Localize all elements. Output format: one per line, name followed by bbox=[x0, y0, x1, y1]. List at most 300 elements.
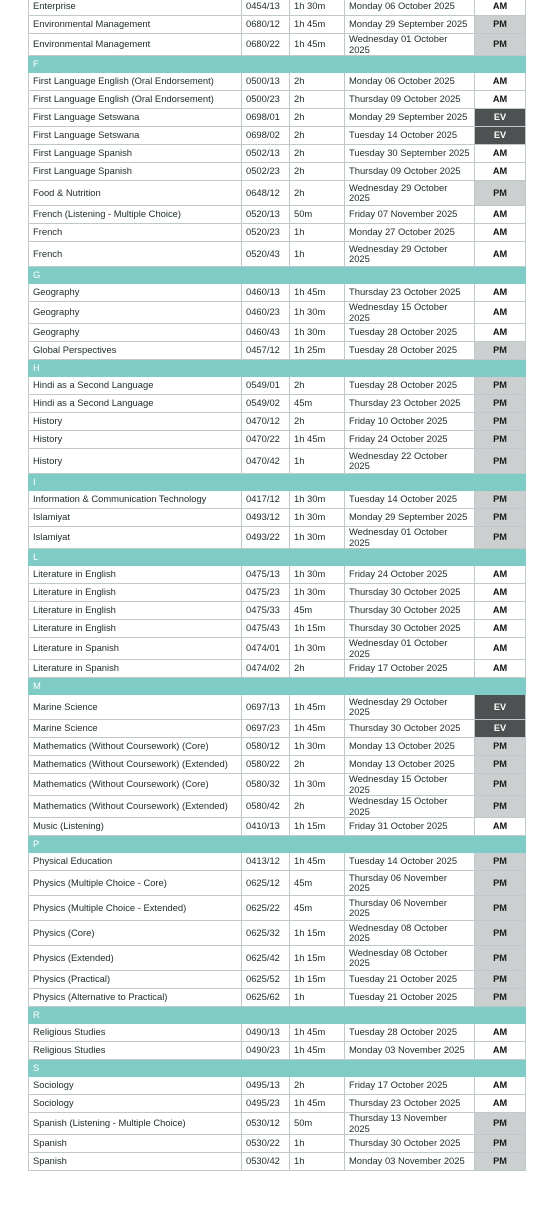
session-badge: PM bbox=[475, 342, 526, 360]
table-row bbox=[29, 1135, 526, 1153]
subject-cell: Hindi as a Second Language bbox=[29, 395, 242, 413]
table-row bbox=[29, 242, 526, 267]
duration-cell: 1h 15m bbox=[290, 818, 345, 836]
table-row bbox=[29, 971, 526, 989]
subject-cell: First Language English (Oral Endorsement) bbox=[29, 73, 242, 91]
exam-timetable-table bbox=[28, 0, 526, 1171]
session-badge: PM bbox=[475, 181, 526, 206]
session-badge: PM bbox=[475, 738, 526, 756]
duration-cell: 50m bbox=[290, 206, 345, 224]
section-letter-row bbox=[29, 836, 526, 853]
table-row bbox=[29, 16, 526, 34]
date-cell: Thursday 09 October 2025 bbox=[345, 163, 475, 181]
session-badge: PM bbox=[475, 16, 526, 34]
session-badge: PM bbox=[475, 395, 526, 413]
session-badge: AM bbox=[475, 224, 526, 242]
duration-cell: 2h bbox=[290, 377, 345, 395]
date-cell: Friday 24 October 2025 bbox=[345, 431, 475, 449]
code-cell: 0470/12 bbox=[242, 413, 290, 431]
subject-cell: Religious Studies bbox=[29, 1042, 242, 1060]
code-cell: 0490/23 bbox=[242, 1042, 290, 1060]
date-cell: Tuesday 14 October 2025 bbox=[345, 853, 475, 871]
table-row bbox=[29, 620, 526, 638]
duration-cell: 1h 30m bbox=[290, 638, 345, 660]
subject-cell: First Language Spanish bbox=[29, 145, 242, 163]
subject-cell: Marine Science bbox=[29, 695, 242, 720]
table-row bbox=[29, 413, 526, 431]
session-badge: AM bbox=[475, 1077, 526, 1095]
duration-cell: 1h 45m bbox=[290, 284, 345, 302]
duration-cell: 1h bbox=[290, 1135, 345, 1153]
subject-cell: Physics (Multiple Choice - Extended) bbox=[29, 896, 242, 921]
date-cell: Tuesday 28 October 2025 bbox=[345, 324, 475, 342]
table-row bbox=[29, 638, 526, 660]
date-cell: Wednesday 01 October 2025 bbox=[345, 638, 475, 660]
date-cell: Wednesday 08 October 2025 bbox=[345, 946, 475, 971]
code-cell: 0475/23 bbox=[242, 584, 290, 602]
session-badge: AM bbox=[475, 660, 526, 678]
session-badge: PM bbox=[475, 377, 526, 395]
table-row bbox=[29, 127, 526, 145]
duration-cell: 2h bbox=[290, 163, 345, 181]
session-badge: PM bbox=[475, 1113, 526, 1135]
duration-cell: 1h 15m bbox=[290, 921, 345, 946]
subject-cell: Spanish (Listening - Multiple Choice) bbox=[29, 1113, 242, 1135]
session-badge: PM bbox=[475, 989, 526, 1007]
date-cell: Thursday 09 October 2025 bbox=[345, 91, 475, 109]
subject-cell: First Language Setswana bbox=[29, 109, 242, 127]
session-badge: PM bbox=[475, 1135, 526, 1153]
session-badge: AM bbox=[475, 242, 526, 267]
table-row bbox=[29, 756, 526, 774]
duration-cell: 1h 15m bbox=[290, 620, 345, 638]
table-row bbox=[29, 989, 526, 1007]
date-cell: Thursday 23 October 2025 bbox=[345, 395, 475, 413]
table-row bbox=[29, 871, 526, 896]
section-letter: G bbox=[29, 267, 526, 284]
code-cell: 0493/12 bbox=[242, 509, 290, 527]
duration-cell: 2h bbox=[290, 796, 345, 818]
subject-cell: Geography bbox=[29, 284, 242, 302]
duration-cell: 1h 30m bbox=[290, 509, 345, 527]
table-row bbox=[29, 584, 526, 602]
date-cell: Monday 27 October 2025 bbox=[345, 224, 475, 242]
duration-cell: 1h 45m bbox=[290, 1095, 345, 1113]
session-badge: PM bbox=[475, 796, 526, 818]
date-cell: Tuesday 28 October 2025 bbox=[345, 342, 475, 360]
duration-cell: 2h bbox=[290, 413, 345, 431]
duration-cell: 2h bbox=[290, 181, 345, 206]
duration-cell: 1h 30m bbox=[290, 527, 345, 549]
date-cell: Thursday 23 October 2025 bbox=[345, 1095, 475, 1113]
code-cell: 0475/33 bbox=[242, 602, 290, 620]
code-cell: 0520/13 bbox=[242, 206, 290, 224]
section-letter-row bbox=[29, 1060, 526, 1077]
date-cell: Thursday 30 October 2025 bbox=[345, 602, 475, 620]
subject-cell: Sociology bbox=[29, 1095, 242, 1113]
date-cell: Friday 07 November 2025 bbox=[345, 206, 475, 224]
code-cell: 0549/02 bbox=[242, 395, 290, 413]
code-cell: 0697/13 bbox=[242, 695, 290, 720]
subject-cell: Geography bbox=[29, 302, 242, 324]
date-cell: Tuesday 14 October 2025 bbox=[345, 127, 475, 145]
date-cell: Thursday 23 October 2025 bbox=[345, 284, 475, 302]
section-letter-row bbox=[29, 549, 526, 566]
subject-cell: French (Listening - Multiple Choice) bbox=[29, 206, 242, 224]
duration-cell: 1h bbox=[290, 989, 345, 1007]
table-row bbox=[29, 284, 526, 302]
session-badge: PM bbox=[475, 756, 526, 774]
session-badge: PM bbox=[475, 527, 526, 549]
code-cell: 0470/22 bbox=[242, 431, 290, 449]
duration-cell: 1h 45m bbox=[290, 1024, 345, 1042]
date-cell: Thursday 06 November 2025 bbox=[345, 896, 475, 921]
code-cell: 0410/13 bbox=[242, 818, 290, 836]
date-cell: Wednesday 29 October 2025 bbox=[345, 181, 475, 206]
session-badge: AM bbox=[475, 1024, 526, 1042]
subject-cell: Environmental Management bbox=[29, 16, 242, 34]
code-cell: 0625/12 bbox=[242, 871, 290, 896]
table-row bbox=[29, 73, 526, 91]
subject-cell: History bbox=[29, 449, 242, 474]
code-cell: 0490/13 bbox=[242, 1024, 290, 1042]
date-cell: Friday 31 October 2025 bbox=[345, 818, 475, 836]
code-cell: 0698/02 bbox=[242, 127, 290, 145]
table-row bbox=[29, 395, 526, 413]
section-letter: S bbox=[29, 1060, 526, 1077]
session-badge: AM bbox=[475, 163, 526, 181]
session-badge: EV bbox=[475, 127, 526, 145]
table-row bbox=[29, 91, 526, 109]
duration-cell: 2h bbox=[290, 91, 345, 109]
date-cell: Tuesday 21 October 2025 bbox=[345, 971, 475, 989]
code-cell: 0580/32 bbox=[242, 774, 290, 796]
code-cell: 0520/23 bbox=[242, 224, 290, 242]
code-cell: 0680/12 bbox=[242, 16, 290, 34]
code-cell: 0460/43 bbox=[242, 324, 290, 342]
date-cell: Thursday 30 October 2025 bbox=[345, 584, 475, 602]
date-cell: Friday 24 October 2025 bbox=[345, 566, 475, 584]
code-cell: 0495/23 bbox=[242, 1095, 290, 1113]
table-row bbox=[29, 774, 526, 796]
session-badge: PM bbox=[475, 921, 526, 946]
code-cell: 0460/23 bbox=[242, 302, 290, 324]
date-cell: Monday 13 October 2025 bbox=[345, 738, 475, 756]
duration-cell: 1h 45m bbox=[290, 431, 345, 449]
session-badge: PM bbox=[475, 971, 526, 989]
code-cell: 0502/23 bbox=[242, 163, 290, 181]
section-letter-row bbox=[29, 1007, 526, 1024]
code-cell: 0475/13 bbox=[242, 566, 290, 584]
duration-cell: 1h 30m bbox=[290, 324, 345, 342]
date-cell: Wednesday 08 October 2025 bbox=[345, 921, 475, 946]
table-row bbox=[29, 853, 526, 871]
subject-cell: Mathematics (Without Coursework) (Extended) bbox=[29, 796, 242, 818]
code-cell: 0475/43 bbox=[242, 620, 290, 638]
subject-cell: Literature in Spanish bbox=[29, 660, 242, 678]
table-row bbox=[29, 109, 526, 127]
subject-cell: Global Perspectives bbox=[29, 342, 242, 360]
duration-cell: 45m bbox=[290, 896, 345, 921]
table-row bbox=[29, 1153, 526, 1171]
session-badge: PM bbox=[475, 1153, 526, 1171]
subject-cell: Spanish bbox=[29, 1135, 242, 1153]
table-row bbox=[29, 431, 526, 449]
duration-cell: 1h 45m bbox=[290, 695, 345, 720]
section-letter: L bbox=[29, 549, 526, 566]
table-row bbox=[29, 602, 526, 620]
code-cell: 0530/42 bbox=[242, 1153, 290, 1171]
duration-cell: 1h 15m bbox=[290, 971, 345, 989]
session-badge: AM bbox=[475, 1042, 526, 1060]
subject-cell: Religious Studies bbox=[29, 1024, 242, 1042]
subject-cell: Information & Communication Technology bbox=[29, 491, 242, 509]
session-badge: AM bbox=[475, 602, 526, 620]
code-cell: 0549/01 bbox=[242, 377, 290, 395]
duration-cell: 1h 25m bbox=[290, 342, 345, 360]
duration-cell: 1h 15m bbox=[290, 946, 345, 971]
duration-cell: 2h bbox=[290, 1077, 345, 1095]
date-cell: Monday 06 October 2025 bbox=[345, 73, 475, 91]
subject-cell: Geography bbox=[29, 324, 242, 342]
code-cell: 0474/01 bbox=[242, 638, 290, 660]
session-badge: PM bbox=[475, 431, 526, 449]
session-badge: AM bbox=[475, 638, 526, 660]
table-row bbox=[29, 491, 526, 509]
duration-cell: 1h bbox=[290, 1153, 345, 1171]
date-cell: Tuesday 21 October 2025 bbox=[345, 989, 475, 1007]
table-row bbox=[29, 1024, 526, 1042]
code-cell: 0580/12 bbox=[242, 738, 290, 756]
date-cell: Wednesday 15 October 2025 bbox=[345, 774, 475, 796]
table-row bbox=[29, 181, 526, 206]
subject-cell: Literature in Spanish bbox=[29, 638, 242, 660]
table-row bbox=[29, 566, 526, 584]
subject-cell: Enterprise bbox=[29, 0, 242, 16]
code-cell: 0417/12 bbox=[242, 491, 290, 509]
date-cell: Monday 29 September 2025 bbox=[345, 109, 475, 127]
subject-cell: Islamiyat bbox=[29, 527, 242, 549]
code-cell: 0520/43 bbox=[242, 242, 290, 267]
code-cell: 0580/22 bbox=[242, 756, 290, 774]
session-badge: PM bbox=[475, 871, 526, 896]
code-cell: 0580/42 bbox=[242, 796, 290, 818]
table-row bbox=[29, 145, 526, 163]
subject-cell: Marine Science bbox=[29, 720, 242, 738]
code-cell: 0413/12 bbox=[242, 853, 290, 871]
date-cell: Friday 17 October 2025 bbox=[345, 660, 475, 678]
session-badge: EV bbox=[475, 720, 526, 738]
section-letter: F bbox=[29, 56, 526, 73]
table-row bbox=[29, 377, 526, 395]
code-cell: 0454/13 bbox=[242, 0, 290, 16]
date-cell: Wednesday 29 October 2025 bbox=[345, 242, 475, 267]
date-cell: Wednesday 15 October 2025 bbox=[345, 796, 475, 818]
date-cell: Wednesday 01 October 2025 bbox=[345, 527, 475, 549]
date-cell: Monday 06 October 2025 bbox=[345, 0, 475, 16]
date-cell: Tuesday 28 October 2025 bbox=[345, 1024, 475, 1042]
session-badge: PM bbox=[475, 34, 526, 56]
table-row bbox=[29, 738, 526, 756]
code-cell: 0470/42 bbox=[242, 449, 290, 474]
table-row bbox=[29, 324, 526, 342]
subject-cell: Hindi as a Second Language bbox=[29, 377, 242, 395]
table-row bbox=[29, 660, 526, 678]
duration-cell: 1h 30m bbox=[290, 302, 345, 324]
subject-cell: Sociology bbox=[29, 1077, 242, 1095]
table-row bbox=[29, 449, 526, 474]
duration-cell: 50m bbox=[290, 1113, 345, 1135]
section-letter: P bbox=[29, 836, 526, 853]
code-cell: 0500/23 bbox=[242, 91, 290, 109]
date-cell: Monday 03 November 2025 bbox=[345, 1042, 475, 1060]
section-letter-row bbox=[29, 267, 526, 284]
subject-cell: Literature in English bbox=[29, 584, 242, 602]
subject-cell: First Language Spanish bbox=[29, 163, 242, 181]
code-cell: 0460/13 bbox=[242, 284, 290, 302]
subject-cell: Mathematics (Without Coursework) (Extended) bbox=[29, 756, 242, 774]
subject-cell: Physical Education bbox=[29, 853, 242, 871]
table-row bbox=[29, 527, 526, 549]
code-cell: 0625/62 bbox=[242, 989, 290, 1007]
code-cell: 0625/52 bbox=[242, 971, 290, 989]
code-cell: 0530/22 bbox=[242, 1135, 290, 1153]
subject-cell: French bbox=[29, 242, 242, 267]
timetable-body bbox=[29, 0, 526, 1171]
code-cell: 0648/12 bbox=[242, 181, 290, 206]
table-row bbox=[29, 1095, 526, 1113]
section-letter: M bbox=[29, 678, 526, 695]
session-badge: PM bbox=[475, 413, 526, 431]
date-cell: Monday 13 October 2025 bbox=[345, 756, 475, 774]
section-letter: I bbox=[29, 474, 526, 491]
table-row bbox=[29, 896, 526, 921]
subject-cell: Food & Nutrition bbox=[29, 181, 242, 206]
date-cell: Friday 10 October 2025 bbox=[345, 413, 475, 431]
session-badge: AM bbox=[475, 1095, 526, 1113]
duration-cell: 1h bbox=[290, 449, 345, 474]
date-cell: Thursday 13 November 2025 bbox=[345, 1113, 475, 1135]
table-row bbox=[29, 1077, 526, 1095]
session-badge: AM bbox=[475, 284, 526, 302]
duration-cell: 1h 45m bbox=[290, 16, 345, 34]
duration-cell: 2h bbox=[290, 756, 345, 774]
session-badge: PM bbox=[475, 491, 526, 509]
subject-cell: First Language English (Oral Endorsement) bbox=[29, 91, 242, 109]
section-letter-row bbox=[29, 678, 526, 695]
date-cell: Wednesday 15 October 2025 bbox=[345, 302, 475, 324]
session-badge: PM bbox=[475, 946, 526, 971]
duration-cell: 2h bbox=[290, 145, 345, 163]
date-cell: Tuesday 28 October 2025 bbox=[345, 377, 475, 395]
section-letter: H bbox=[29, 360, 526, 377]
table-row bbox=[29, 509, 526, 527]
date-cell: Tuesday 30 September 2025 bbox=[345, 145, 475, 163]
table-row bbox=[29, 1113, 526, 1135]
session-badge: AM bbox=[475, 324, 526, 342]
duration-cell: 2h bbox=[290, 660, 345, 678]
date-cell: Friday 17 October 2025 bbox=[345, 1077, 475, 1095]
session-badge: PM bbox=[475, 896, 526, 921]
subject-cell: Physics (Multiple Choice - Core) bbox=[29, 871, 242, 896]
session-badge: AM bbox=[475, 620, 526, 638]
session-badge: AM bbox=[475, 91, 526, 109]
table-row bbox=[29, 163, 526, 181]
duration-cell: 1h 45m bbox=[290, 34, 345, 56]
code-cell: 0530/12 bbox=[242, 1113, 290, 1135]
duration-cell: 2h bbox=[290, 73, 345, 91]
duration-cell: 45m bbox=[290, 395, 345, 413]
duration-cell: 1h 45m bbox=[290, 853, 345, 871]
subject-cell: Literature in English bbox=[29, 566, 242, 584]
date-cell: Wednesday 01 October 2025 bbox=[345, 34, 475, 56]
table-row bbox=[29, 224, 526, 242]
session-badge: AM bbox=[475, 302, 526, 324]
date-cell: Thursday 30 October 2025 bbox=[345, 1135, 475, 1153]
session-badge: PM bbox=[475, 853, 526, 871]
code-cell: 0474/02 bbox=[242, 660, 290, 678]
duration-cell: 1h 45m bbox=[290, 720, 345, 738]
code-cell: 0493/22 bbox=[242, 527, 290, 549]
date-cell: Monday 03 November 2025 bbox=[345, 1153, 475, 1171]
table-row bbox=[29, 695, 526, 720]
duration-cell: 1h bbox=[290, 242, 345, 267]
subject-cell: Islamiyat bbox=[29, 509, 242, 527]
duration-cell: 1h 30m bbox=[290, 566, 345, 584]
section-letter-row bbox=[29, 56, 526, 73]
subject-cell: Literature in English bbox=[29, 620, 242, 638]
duration-cell: 1h 30m bbox=[290, 774, 345, 796]
session-badge: EV bbox=[475, 695, 526, 720]
duration-cell: 1h bbox=[290, 224, 345, 242]
subject-cell: Mathematics (Without Coursework) (Core) bbox=[29, 774, 242, 796]
duration-cell: 45m bbox=[290, 871, 345, 896]
code-cell: 0502/13 bbox=[242, 145, 290, 163]
subject-cell: First Language Setswana bbox=[29, 127, 242, 145]
code-cell: 0697/23 bbox=[242, 720, 290, 738]
subject-cell: Mathematics (Without Coursework) (Core) bbox=[29, 738, 242, 756]
subject-cell: Physics (Core) bbox=[29, 921, 242, 946]
duration-cell: 1h 30m bbox=[290, 491, 345, 509]
duration-cell: 1h 30m bbox=[290, 0, 345, 16]
table-row bbox=[29, 720, 526, 738]
table-row bbox=[29, 302, 526, 324]
table-row bbox=[29, 796, 526, 818]
date-cell: Thursday 30 October 2025 bbox=[345, 720, 475, 738]
date-cell: Wednesday 29 October 2025 bbox=[345, 695, 475, 720]
date-cell: Tuesday 14 October 2025 bbox=[345, 491, 475, 509]
session-badge: PM bbox=[475, 509, 526, 527]
session-badge: AM bbox=[475, 73, 526, 91]
session-badge: PM bbox=[475, 449, 526, 474]
duration-cell: 1h 30m bbox=[290, 584, 345, 602]
date-cell: Thursday 30 October 2025 bbox=[345, 620, 475, 638]
code-cell: 0625/22 bbox=[242, 896, 290, 921]
subject-cell: History bbox=[29, 431, 242, 449]
duration-cell: 1h 45m bbox=[290, 1042, 345, 1060]
date-cell: Monday 29 September 2025 bbox=[345, 509, 475, 527]
date-cell: Wednesday 22 October 2025 bbox=[345, 449, 475, 474]
subject-cell: Environmental Management bbox=[29, 34, 242, 56]
duration-cell: 45m bbox=[290, 602, 345, 620]
table-row bbox=[29, 1042, 526, 1060]
table-row bbox=[29, 206, 526, 224]
code-cell: 0457/12 bbox=[242, 342, 290, 360]
date-cell: Thursday 06 November 2025 bbox=[345, 871, 475, 896]
section-letter-row bbox=[29, 474, 526, 491]
duration-cell: 2h bbox=[290, 109, 345, 127]
table-row bbox=[29, 0, 526, 16]
